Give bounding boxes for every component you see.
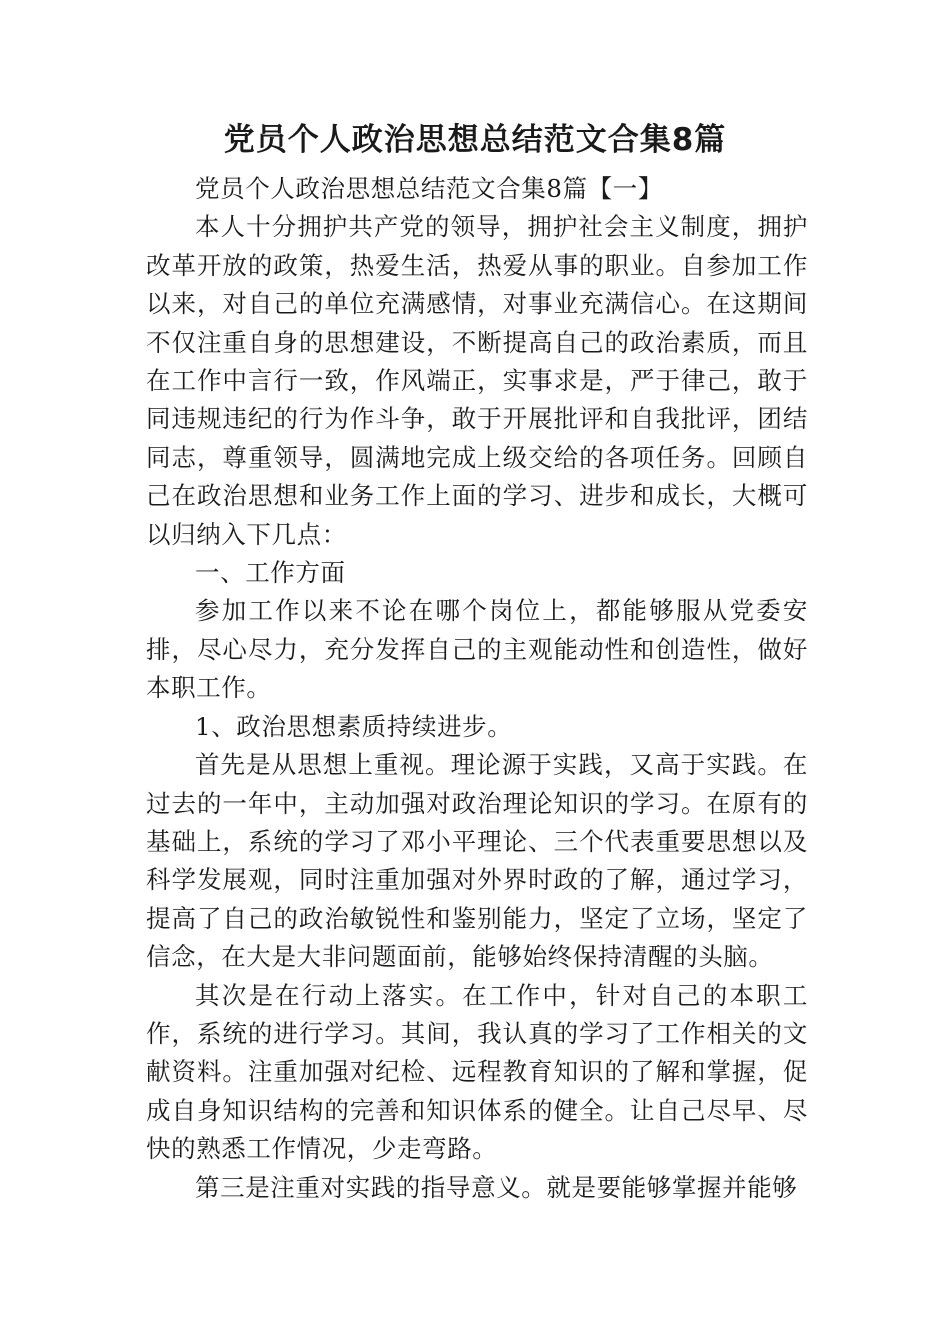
paragraph-second: 其次是在行动上落实。在工作中，针对自己的本职工作，系统的进行学习。其间，我认真的学习了工作相关的文献资料。注重加强对纪检、远程教育知识的了解和掌握，促成自身知识结构的完善和知识体系的健全。让自己尽早、尽快的熟悉工作情况，少走弯路。: [146, 980, 808, 1164]
document-title: 党员个人政治思想总结范文合集8篇: [223, 122, 727, 158]
paragraph-subtitle: 党员个人政治思想总结范文合集8篇【一】: [195, 174, 663, 203]
section-heading-work: 一、工作方面: [195, 558, 346, 588]
paragraph-intro: 本人十分拥护共产党的领导，拥护社会主义制度，拥护改革开放的政策，热爱生活，热爱从事的职业。自参加工作以来，对自己的单位充满感情，对事业充满信心。在这期间不仅注重自身的思想建设，不断提高自己的政治素质，而且在工作中言行一致，作风端正，实事求是，严于律己，敢于同违规违纪的行为作斗争，敢于开展批评和自我批评，团结同志，尊重领导，圆满地完成上级交给的各项任务。回顾自己在政治思想和业务工作上面的学习、进步和成长，大概可以归纳入下几点：: [146, 212, 808, 549]
paragraph-first: 首先是从思想上重视。理论源于实践，又高于实践。在过去的一年中，主动加强对政治理论知识的学习。在原有的基础上，系统的学习了邓小平理论、三个代表重要思想以及科学发展观，同时注重加强对外界时政的了解，通过学习，提高了自己的政治敏锐性和鉴别能力，坚定了立场，坚定了信念，在大是大非问题面前，能够始终保持清醒的头脑。: [146, 750, 808, 972]
paragraph-work: 参加工作以来不论在哪个岗位上，都能够服从党委安排，尽心尽力，充分发挥自己的主观能动性和创造性，做好本职工作。: [146, 596, 808, 703]
subheading-political: 1、政治思想素质持续进步。: [195, 711, 513, 741]
paragraph-third: 第三是注重对实践的指导意义。就是要能够掌握并能够: [195, 1172, 798, 1202]
document-body: [146, 170, 808, 1207]
